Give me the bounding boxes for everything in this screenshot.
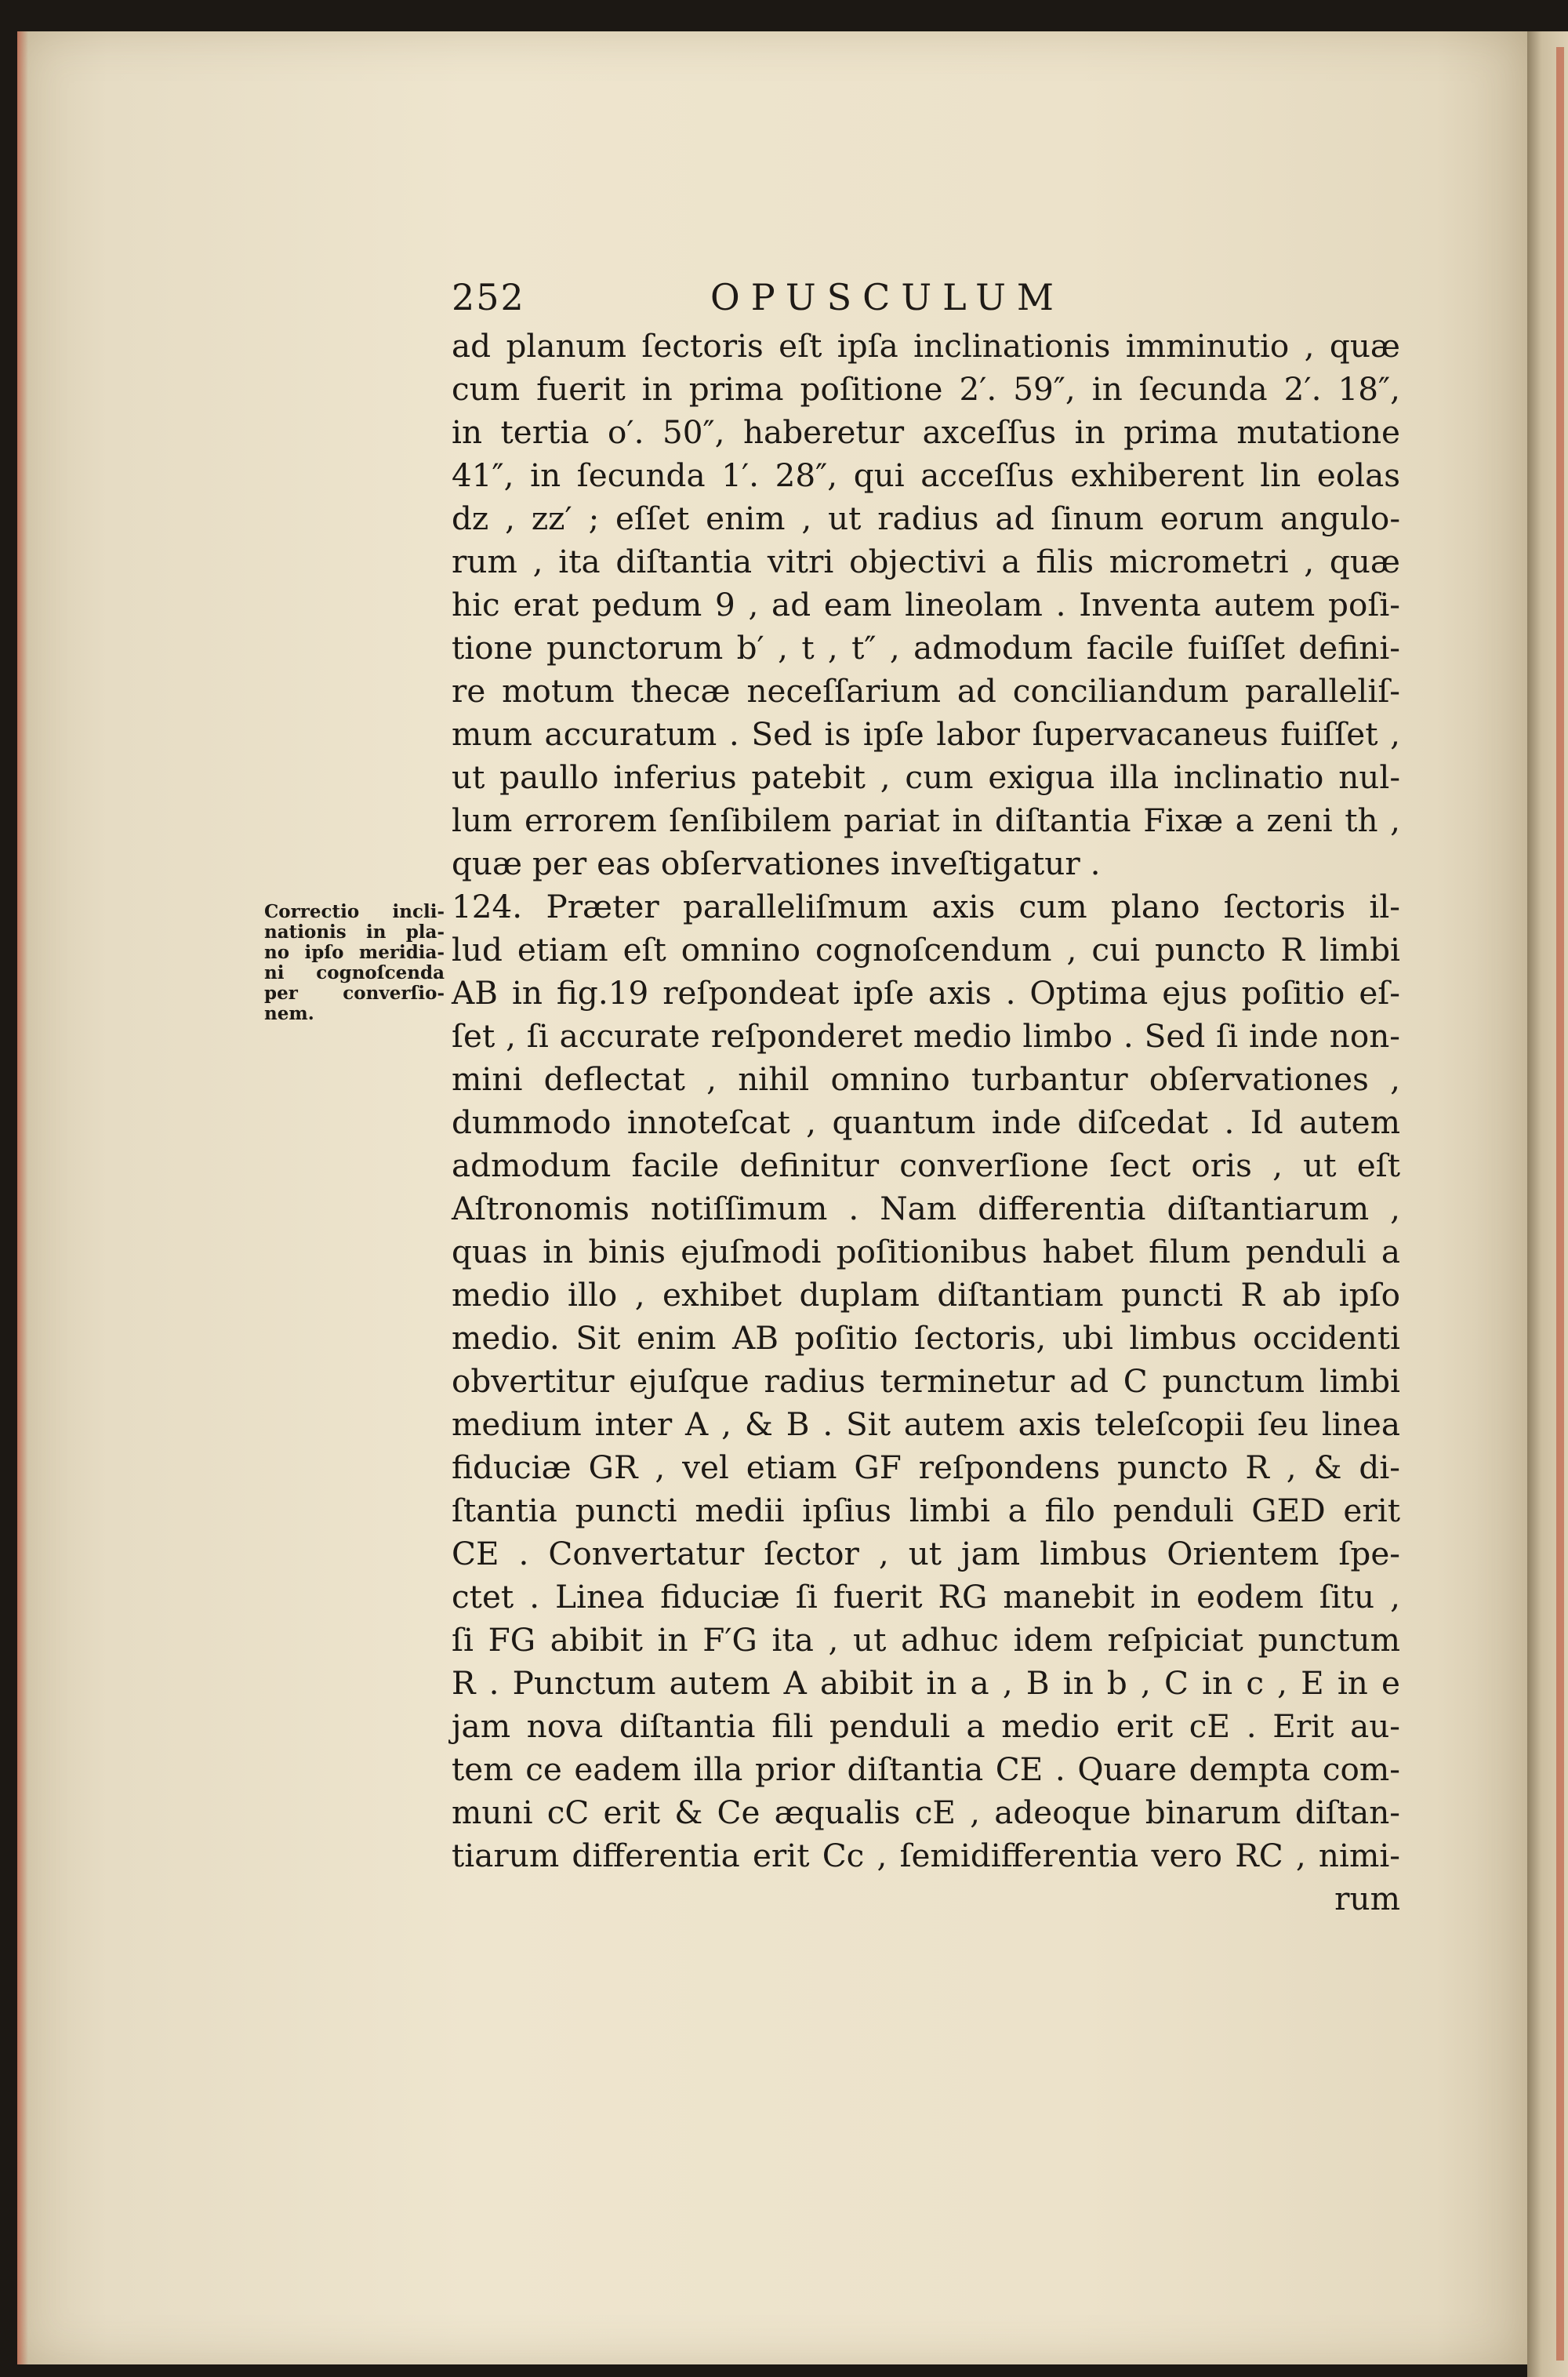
- text-line: lum errorem ſenſibilem pariat in diſtantia Fixæ a zeni th ,: [452, 801, 1400, 839]
- margin-note-line: per converſio-: [264, 983, 445, 1004]
- margin-note: [264, 902, 445, 1024]
- text-line: ad planum ſectoris eſt ipſa inclinationis imminutio , quæ: [452, 327, 1400, 365]
- text-line: in tertia o′. 50″, haberetur axceſſus in prima mutatione: [452, 413, 1400, 451]
- text-line: tiarum differentia erit Cc , ſemidifferentia vero RC , nimi-: [452, 1837, 1400, 1874]
- text-line: re motum thecæ neceſſarium ad conciliandum paralleliſ-: [452, 672, 1400, 710]
- running-head: OPUSCULUM: [710, 276, 1065, 318]
- margin-note-line: nem.: [264, 1003, 314, 1024]
- text-line: fiduciæ GR , vel etiam GF reſpondens puncto R , & di-: [452, 1448, 1400, 1486]
- margin-note-line: ni cognoſcenda: [264, 962, 445, 983]
- red-page-edge: [17, 31, 28, 2364]
- text-line: ctet . Linea fiduciæ ſi fuerit RG manebit in eodem ſitu ,: [452, 1578, 1400, 1616]
- margin-note-line: Correctio incli-: [264, 901, 445, 922]
- text-line: admodum facile definitur converſione ſect oris , ut eſt: [452, 1147, 1400, 1184]
- text-line: ſtantia puncti medii ipſius limbi a filo penduli GED erit: [452, 1492, 1400, 1529]
- text-line: tione punctorum b′ , t , t″ , admodum facile fuiſſet defini-: [452, 629, 1400, 667]
- text-line: quæ per eas obſervationes inveſtigatur .: [452, 845, 1101, 882]
- text-line: Aſtronomis notiſſimum . Nam differentia diſtantiarum ,: [452, 1190, 1400, 1227]
- text-line: jam nova diſtantia fili penduli a medio erit cE . Erit au-: [452, 1707, 1400, 1745]
- text-line: ſi FG abibit in F′G ita , ut adhuc idem reſpiciat punctum: [452, 1621, 1400, 1659]
- text-line: lud etiam eſt omnino cognoſcendum , cui puncto R limbi: [452, 931, 1400, 969]
- text-line: R . Punctum autem A abibit in a , B in b , C in c , E in e: [452, 1664, 1400, 1702]
- text-line: rum , ita diſtantia vitri objectivi a filis micrometri , quæ: [452, 543, 1400, 580]
- text-line: tem ce eadem illa prior diſtantia CE . Quare dempta com-: [452, 1750, 1400, 1788]
- text-line: dz , zz′ ; eſſet enim , ut radius ad ſinum eorum angulo-: [452, 500, 1400, 537]
- text-line: ut paullo inferius patebit , cum exigua illa inclinatio nul-: [452, 758, 1400, 796]
- text-line: medio illo , exhibet duplam diſtantiam puncti R ab ipſo: [452, 1276, 1400, 1314]
- text-line: ſet , ſi accurate reſponderet medio limbo . Sed ſi inde non-: [452, 1017, 1400, 1055]
- text-line: cum fuerit in prima poſitione 2′. 59″, in ſecunda 2′. 18″,: [452, 370, 1400, 408]
- catchword: rum: [1334, 1880, 1400, 1917]
- page-header: [452, 276, 1377, 323]
- body-text: [452, 325, 1400, 1921]
- text-line: mum accuratum . Sed is ipſe labor ſupervacaneus fuiſſet ,: [452, 715, 1400, 753]
- text-line: 41″, in ſecunda 1′. 28″, qui acceſſus exhiberent lin eolas: [452, 456, 1400, 494]
- text-line: dummodo innoteſcat , quantum inde diſcedat . Id autem: [452, 1103, 1400, 1141]
- next-leaf-red-edge: [1556, 47, 1564, 2361]
- text-line: quas in binis ejuſmodi poſitionibus habet filum penduli a: [452, 1233, 1400, 1270]
- text-line: muni cC erit & Ce æqualis cE , adeoque binarum diſtan-: [452, 1794, 1400, 1831]
- text-line: medium inter A , & B . Sit autem axis teleſcopii ſeu linea: [452, 1405, 1400, 1443]
- text-line: hic erat pedum 9 , ad eam lineolam . Inventa autem poſi-: [452, 586, 1400, 623]
- margin-note-line: no ipſo meridia-: [264, 942, 445, 963]
- text-line: medio. Sit enim AB poſitio ſectoris, ubi limbus occidenti: [452, 1319, 1400, 1357]
- text-line: mini deflectat , nihil omnino turbantur obſervationes ,: [452, 1060, 1400, 1098]
- page-number: 252: [452, 276, 525, 318]
- text-line: obvertitur ejuſque radius terminetur ad C punctum limbi: [452, 1362, 1400, 1400]
- paragraph-start-line: 124. Præter paralleliſmum axis cum plano ſectoris il-: [452, 888, 1400, 925]
- text-line: AB in fig.19 reſpondeat ipſe axis . Optima ejus poſitio eſ-: [452, 974, 1400, 1012]
- text-line: CE . Convertatur ſector , ut jam limbus Orientem ſpe-: [452, 1535, 1400, 1572]
- margin-note-line: nationis in pla-: [264, 921, 445, 943]
